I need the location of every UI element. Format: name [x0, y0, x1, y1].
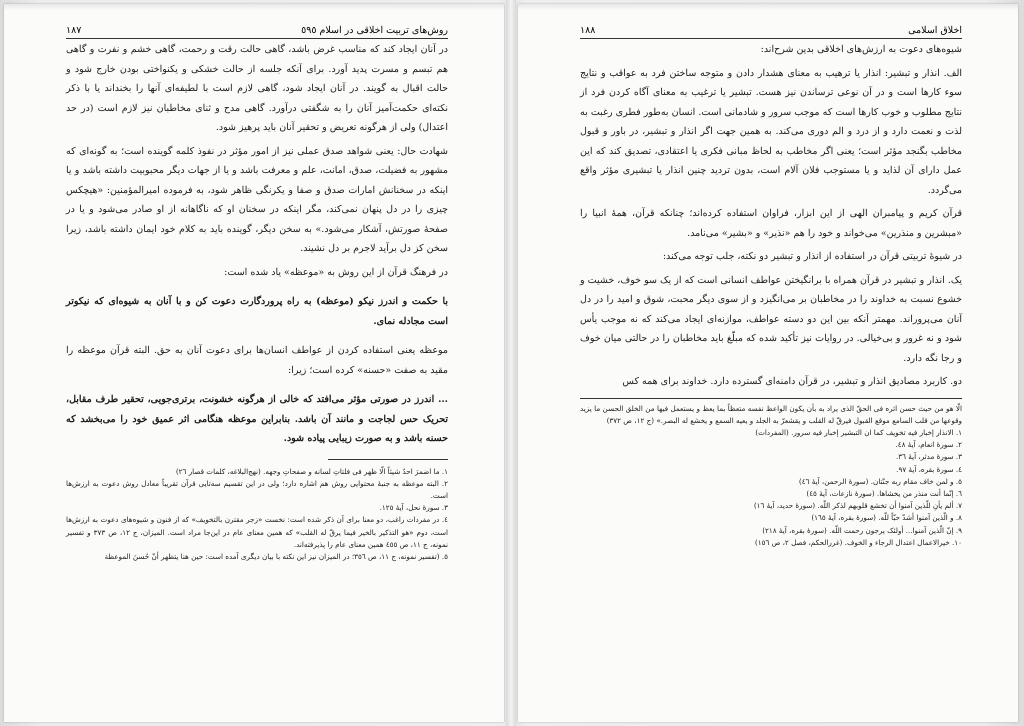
right-page-number: ١٨٨	[580, 25, 596, 36]
left-header-title: روش‌های تربیت اخلاقی در اسلام ٥٩٥	[301, 25, 448, 36]
right-footnote-1: ١. الانذار إخبار فیه تخویف کما ان التبشیر إخبار فیه سرور. (المفردات)	[755, 427, 962, 437]
right-footnote-5: ٥. و لمن خاف مقام ربه جنّتان. (سورهٔ الرحمن، آیهٔ ٤٦)	[798, 476, 962, 486]
left-body-text	[66, 40, 448, 449]
right-page-header	[580, 16, 962, 39]
right-footnote-7: ٧. ألم یأنِ للّذین آمنوا أن تخشع قلوبهم لذکر اللّه. (سورهٔ حدید، آیهٔ ١٦)	[753, 501, 962, 511]
right-intro: شیوه‌های دعوت به ارزش‌های اخلاقی بدین شرح‌اند:	[760, 44, 962, 55]
right-paragraph-4: یک. انذار و تبشیر در قرآن همراه با برانگیختن عواطف انسانی است که از یک سو خوف، خشیت و خشوع نسبت به خداوند را در مخاطبان بر می‌انگیزد و از سوی دیگر محبت، شوق و امید را در دل آنان می‌پروراند. مهمتر آنکه بین این دو دسته عواطف، موازنه‌ای ایجاد می‌کند که نه موجب یأس شود و نه غرور و بی‌خیالی. در روایات نیز تأکید شده که مبلّغ باید مخاطبان را در حالتی میان خوف و رجا نگه دارد.	[580, 274, 962, 364]
right-footnote-6: ٦. إنّما أنت منذر من یخشاها. (سورهٔ نازعات، آیهٔ ٤٥)	[806, 488, 962, 498]
right-footnote-cont: الّا هو من حیث حسن اثره فی الحقّ الذی یراد به بأن یکون الواعظ نفسه متعظاً بما یعظ و یستعمل فیها من الخلق الحسن ما یزید وقوعها من قلب السامع موقع القبول فیرقّ له القلب و یقشعرّ به الجلد و یعیه السمع و یخشع له البصر.» (ج ١٢، ص ٣٧٢)	[580, 403, 962, 425]
left-footnote-2: ٢. البته موعظه به جنبهٔ محتوایی روش هم اشاره دارد؛ ولی در این تقسیم سه‌تایی قرآن تقریباً معادل روش دعوت به ارزش‌ها است.	[66, 478, 448, 500]
right-page	[518, 4, 1018, 722]
right-footnote-2: ٢. سورهٔ انعام، آیهٔ ٤٨.	[895, 440, 962, 450]
right-footnote-10: ١٠. خیرالاعمال اعتدال الرجاء و الخوف. (غرر‌الحکم، فصل ٢، ص ١٥٦)	[754, 537, 962, 547]
left-footnote-5: ٥. (تفسیر نمونه، ج ١١، ص ٣٥٦؛ در المیزان نیز این نکته با بیان دیگری آمده است: حین هنا یتظهر أنّ حُسنَ الموعظة	[104, 551, 448, 561]
left-page-content	[66, 40, 448, 563]
page-shadow	[4, 4, 504, 10]
right-paragraph-2: قرآن کریم و پیامبران الهی از این ابزار، فراوان استفاده کرده‌اند؛ چنانکه قرآن، همهٔ انبیا را «مبشرین و منذرین» می‌خواند و خود را هم «نذیر» و «بشیر» می‌نامد.	[580, 208, 962, 239]
right-footnote-9: ٩. إنّ الّذین آمنوا... أولئک یرجون رحمت اللّه. (سورهٔ بقره، آیهٔ ٢١٨)	[762, 525, 962, 535]
left-page-number: ١٨٧	[66, 25, 82, 36]
left-quote: ... اندرز در صورتی مؤثر می‌افتد که خالی از هرگونه خشونت، برتری‌جویی، تحقیر طرف مقابل، تحریک حس لجاجت و مانند آن باشد. بنابراین موعظه هنگامی اثر عمیق خود را می‌بخشد که حسنه باشد و به صورت زیبایی پیاده شود.	[66, 394, 448, 444]
left-paragraph-4: موعظه یعنی استفاده کردن از عواطف انسان‌ها برای دعوت آنان به حق. البته قرآن موعظه را مقید به صفت «حسنه» کرده است؛ زیرا:	[66, 345, 448, 376]
right-footnote-4: ٤. سورهٔ بقره، آیهٔ ٩٧.	[896, 464, 962, 474]
right-paragraph-3: در شیوهٔ تربیتی قرآن در استفاده از انذار و تبشیر دو نکته، جلب توجه می‌کند:	[662, 251, 962, 262]
left-footnote-4: ٤. در مفردات راغب، دو معنا برای آن ذکر شده است: نخست «زجر مقترن بالتخویف» که از فنون و شیوه‌های دعوت به ارزش‌ها است، دوم «هو التذکیر بالخیر فیما یرقّ له القلب» که همین معنای عام در این‌جا مراد است. المیزان، ج ١٢، ص ٣٧٣ و تفسیر نمونه، ج ١١، ص ٤٥٥ همین معنای عام را پذیرفته‌اند.	[66, 515, 448, 549]
page-shadow	[518, 4, 1018, 10]
left-footnotes	[66, 466, 448, 564]
left-paragraph-1: در آنان ایجاد کند که مناسب غرض باشد، گاهی حالت رقت و رحمت، گاهی خشم و نفرت و گاهی هم تبسم و مسرت پدید آورد. برای آنکه جلسه از حالت خشکی و یکنواختی بودن خارج شود و حالت اقبال به گویند. در آنان ایجاد شود، گاهی لازم است با لطیفه‌ای آنها را بخنداند یا با ذکر نکته‌ای حکمت‌آمیز آنان را به شگفتی درآورد. گاهی مدح و ثنای مخاطبان نیز لازم است (در حد اعتدال) ولی از هرگونه تعریض و تحقیر آنان باید پرهیز شود.	[66, 44, 448, 133]
left-page	[4, 4, 504, 722]
right-footnote-rule	[580, 398, 962, 399]
left-paragraph-3: در فرهنگ قرآن از این روش به «موعظه» یاد شده است:	[224, 266, 448, 278]
left-paragraph-2: شهادت حال: یعنی شواهد صدق عملی نیز از امور مؤثر در نفوذ کلمه گوینده است؛ به گونه‌ای که مشهور به فضیلت، صدق، امانت، علم و معرفت باشد و یا از جهات دیگر محبوبیت داشته باشد و یا اینکه در سخنانش امارات صدق و صفا و یکرنگی ظاهر شود، به فرموده امیرالمؤمنین: «هیچکس چیزی را در دل پنهان نمی‌کند، مگر اینکه در سخنان او که ناگاهانه از او صادر می‌شود و یا در صفحهٔ صورتش، آشکار می‌شود.» به سخن دیگر، گوینده باید به کلام خود ایمان داشته باشد، زیرا سخن کز دل برآید لاجرم بر دل نشیند.	[66, 145, 448, 254]
right-paragraph-1: الف. انذار و تبشیر: انذار یا ترهیب به معنای هشدار دادن و متوجه ساختن فرد به عواقب و نتایج سوء کارها است و در آن نوعی ترساندن نیز هست. تبشیر یا ترغیب به معنای آگاه کردن فرد از نتایج مطلوب و خوب کارها است که موجب سرور و شادمانی است. انسان به‌طور فطری رغبت به لذت و نعمت دارد و از درد و الم دوری می‌کند. به همین جهت اگر انذار و تبشیر، در باور و قبول مخاطب بگنجد مؤثر است؛ یعنی اگر مخاطب به لحاظ مبانی فکری یا اعتقادی، تصدیق کند که این عمل دارای آن لذاید و یا مستوجب فلان آلام است، بدون تردید چنین انذار یا تبشیری مؤثر واقع می‌گردد.	[580, 67, 962, 196]
right-header-title: اخلاق اسلامی	[908, 25, 962, 36]
right-page-content	[580, 40, 962, 549]
right-body-text	[580, 40, 962, 392]
book-gutter	[506, 0, 516, 726]
left-footnote-3: ٣. سورهٔ نحل، آیهٔ ١٢٥.	[379, 503, 448, 513]
left-verse-translation: با حکمت و اندرز نیکو (موعظه) به راه پروردگارت دعوت کن و با آنان به شیوه‌ای که نیکوتر است مجادله نمای.	[66, 296, 448, 327]
right-paragraph-5: دو. کاربرد مصادیق انذار و تبشیر، در قرآن دامنه‌ای گسترده دارد. خداوند برای همه کس	[622, 376, 962, 387]
left-footnote-rule	[328, 459, 448, 460]
right-footnote-3: ٣. سورهٔ مدثر، آیهٔ ٣٦.	[895, 452, 962, 462]
right-footnotes	[580, 403, 962, 549]
left-page-header	[66, 16, 448, 39]
right-footnote-8: ٨. و الّذین آمنوا أشدّ حبّاً للّه. (سورهٔ بقره، آیهٔ ١٦٥)	[811, 513, 962, 523]
left-footnote-1: ١. ما اضمرَ احدٌ شیئاً الّا ظهر فی فلتاتِ لسانه و صفحاتِ وجهه. (نهج‌البلاغه، کلمات قصار ٢٦)	[175, 466, 448, 476]
